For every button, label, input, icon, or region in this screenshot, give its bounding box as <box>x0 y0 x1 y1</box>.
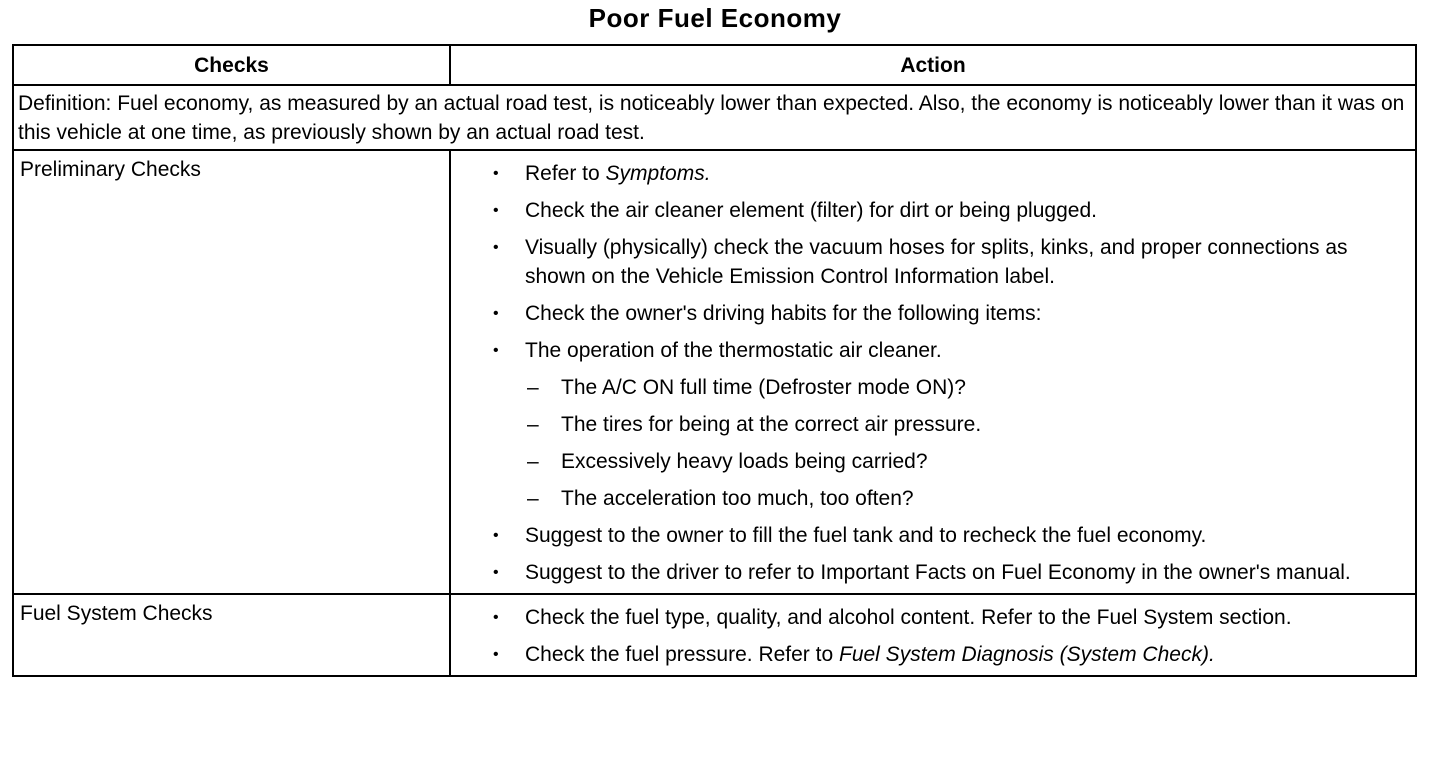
sub-list-item: – Excessively heavy loads being carried? <box>491 447 1411 476</box>
sub-list-item: – The acceleration too much, too often? <box>491 484 1411 513</box>
list-item: • Suggest to the owner to fill the fuel tank and to recheck the fuel economy. <box>491 521 1411 550</box>
fuel-system-actions <box>450 594 1416 676</box>
sub-list-item: – The tires for being at the correct air pressure. <box>491 410 1411 439</box>
diagnosis-table <box>12 44 1417 677</box>
preliminary-actions <box>450 150 1416 594</box>
list-item: • Suggest to the driver to refer to Important Facts on Fuel Economy in the owner's manual. <box>491 558 1411 587</box>
action-list <box>455 603 1411 675</box>
preliminary-checks-label: Preliminary Checks <box>13 150 450 594</box>
table-row <box>13 150 1416 594</box>
symptoms-reference: Symptoms. <box>605 162 711 185</box>
header-row <box>13 45 1416 85</box>
list-item <box>491 159 1411 188</box>
list-item: • Check the air cleaner element (filter) for dirt or being plugged. <box>491 196 1411 225</box>
fuel-system-checks-label: Fuel System Checks <box>13 594 450 676</box>
page-title: Poor Fuel Economy <box>588 3 842 33</box>
fuel-system-diagnosis-reference: Fuel System Diagnosis (System Check). <box>839 643 1215 666</box>
list-item: • Check the fuel type, quality, and alcohol content. Refer to the Fuel System section. <box>491 603 1411 632</box>
list-item-text: Refer to <box>525 162 606 185</box>
list-item-text: Check the fuel pressure. Refer to <box>525 643 839 666</box>
action-header: Action <box>450 45 1416 85</box>
definition-text: Definition: Fuel economy, as measured by an actual road test, is noticeably lower than expected. Also, the economy is noticeably lower than it was on this vehicle at one time, as previously shown by an actual road test. <box>13 85 1416 150</box>
sub-list-item: – The A/C ON full time (Defroster mode ON)? <box>491 373 1411 402</box>
list-item <box>491 640 1411 669</box>
list-item: • Check the owner's driving habits for the following items: <box>491 299 1411 328</box>
checks-header: Checks <box>13 45 450 85</box>
list-item: • Visually (physically) check the vacuum hoses for splits, kinks, and proper connections as shown on the Vehicle Emission Control Information label. <box>491 233 1411 291</box>
table-row <box>13 594 1416 676</box>
action-list <box>455 159 1411 593</box>
definition-row <box>13 85 1416 150</box>
list-item: • The operation of the thermostatic air cleaner. <box>491 336 1411 365</box>
